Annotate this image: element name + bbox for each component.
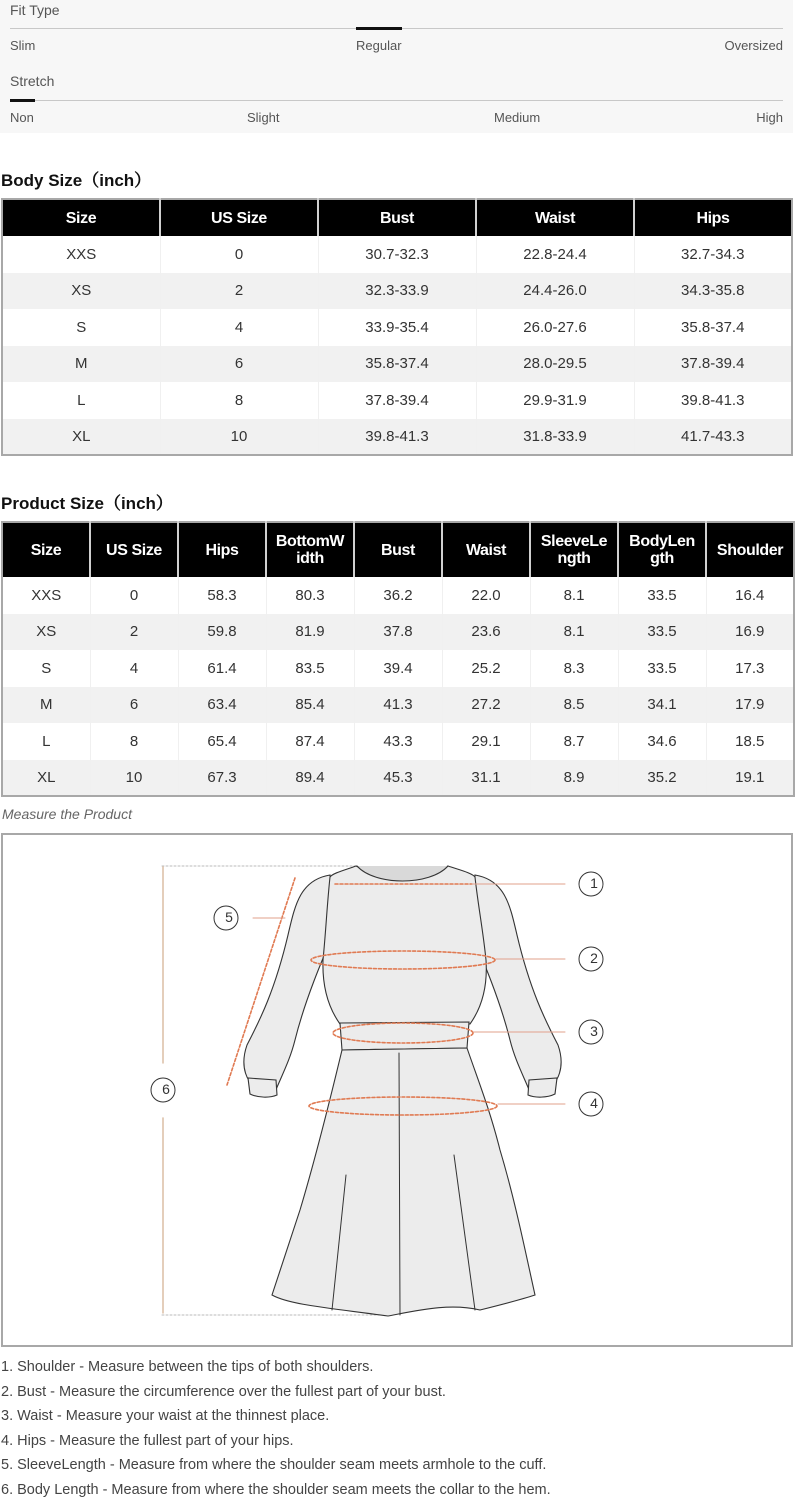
stretch-option-medium: Medium [494, 110, 541, 125]
column-header: BottomW idth [266, 522, 354, 577]
note-sleeve-length: 5. SleeveLength - Measure from where the shoulder seam meets armhole to the cuff. [1, 1457, 547, 1473]
fit-type-option-slim: Slim [10, 38, 36, 53]
table-row [2, 382, 792, 419]
table-cell: 24.4-26.0 [476, 273, 634, 310]
table-cell: 31.8-33.9 [476, 419, 634, 456]
table-cell: 18.5 [735, 732, 765, 750]
column-header: US Size [90, 522, 178, 577]
table-cell: 85.4 [266, 687, 354, 724]
column-header: Hips [634, 199, 792, 236]
table-cell: 19.1 [706, 760, 794, 797]
table-cell: XS [2, 273, 160, 310]
table-row [2, 309, 792, 346]
table-cell: 59.8 [178, 614, 266, 651]
table-cell: 36.2 [354, 577, 442, 614]
table-cell: 81.9 [266, 614, 354, 651]
table-cell: 22.8-24.4 [476, 236, 634, 273]
table-cell: 34.3-35.8 [634, 273, 792, 310]
table-cell: 8.9 [530, 760, 618, 797]
column-header: Hips [178, 522, 266, 577]
callout-6: 6 [162, 1081, 170, 1097]
table-cell: L [2, 723, 90, 760]
stretch-track [10, 100, 783, 101]
table-cell: 8 [90, 723, 178, 760]
table-cell: 41.7-43.3 [634, 419, 792, 456]
stretch-marker [10, 99, 35, 102]
table-cell: 27.2 [442, 687, 530, 724]
measure-caption: Measure the Product [2, 806, 132, 822]
table-cell: 39.8-41.3 [318, 419, 476, 456]
table-cell: S [2, 650, 90, 687]
column-header: Waist [476, 199, 634, 236]
table-cell: 6 [90, 687, 178, 724]
table-cell: 0 [160, 236, 318, 273]
table-cell: 65.4 [178, 723, 266, 760]
table-cell: 4 [90, 650, 178, 687]
table-cell: 34.1 [618, 687, 706, 724]
table-cell: 8.1 [530, 614, 618, 651]
measurement-diagram [1, 833, 793, 1347]
table-cell: 26.0-27.6 [476, 309, 634, 346]
table-cell: 35.8-37.4 [681, 318, 745, 336]
table-cell: 17.9 [706, 687, 794, 724]
body-size-title: Body Size（inch） [1, 171, 152, 190]
stretch-label: Stretch [10, 73, 55, 89]
table-cell: 67.3 [178, 760, 266, 797]
table-cell: 37.8-39.4 [634, 346, 792, 383]
table-cell: 37.8-39.4 [318, 382, 476, 419]
table-cell: 8 [160, 382, 318, 419]
fit-panel [0, 0, 793, 133]
table-cell: XXS [2, 577, 90, 614]
table-cell: 63.4 [178, 687, 266, 724]
dress-illustration [3, 835, 791, 1345]
table-row [2, 236, 792, 273]
table-cell: 87.4 [266, 723, 354, 760]
table-cell: 23.6 [442, 614, 530, 651]
note-waist: 3. Waist - Measure your waist at the thinnest place. [1, 1408, 330, 1424]
fit-type-label: Fit Type [10, 2, 60, 18]
note-bust: 2. Bust - Measure the circumference over the fullest part of your bust. [1, 1383, 446, 1400]
table-cell: 0 [90, 577, 178, 614]
table-cell: 37.8 [354, 614, 442, 651]
table-row [2, 650, 794, 687]
table-cell: M [2, 346, 160, 383]
table-cell: 33.9-35.4 [318, 309, 476, 346]
column-header: BodyLen gth [618, 522, 706, 577]
note-hips: 4. Hips - Measure the fullest part of your hips. [1, 1432, 294, 1449]
table-cell: 2 [90, 614, 178, 651]
column-header: Size [2, 522, 90, 577]
table-cell: XL [2, 419, 160, 456]
measurement-notes [1, 1357, 551, 1500]
table-row [2, 723, 794, 760]
table-cell: 61.4 [178, 650, 266, 687]
table-row [2, 577, 794, 614]
table-header-row [2, 522, 794, 577]
table-cell: 80.3 [266, 577, 354, 614]
table-cell: 58.3 [178, 577, 266, 614]
table-cell: S [2, 309, 160, 346]
table-cell: XXS [2, 236, 160, 273]
table-cell: 16.9 [706, 614, 794, 651]
callout-1: 1 [590, 875, 598, 891]
note-shoulder: 1. Shoulder - Measure between the tips of both shoulders. [1, 1359, 374, 1375]
table-row [2, 419, 792, 456]
column-header: Bust [354, 522, 442, 577]
stretch-option-non: Non [10, 110, 34, 125]
table-cell: M [2, 687, 90, 724]
table-cell: 35.8-37.4 [318, 346, 476, 383]
table-cell: 28.0-29.5 [476, 346, 634, 383]
note-body-length: 6. Body Length - Measure from where the shoulder seam meets the collar to the hem. [1, 1481, 551, 1498]
table-cell: 33.5 [618, 650, 706, 687]
table-cell: 8.1 [530, 577, 618, 614]
column-header: US Size [160, 199, 318, 236]
table-cell: 22.0 [442, 577, 530, 614]
table-cell: 10 [90, 760, 178, 797]
product-size-title: Product Size（inch） [1, 494, 173, 513]
column-header: Waist [442, 522, 530, 577]
table-cell: 25.2 [442, 650, 530, 687]
callout-3: 3 [590, 1023, 598, 1039]
table-cell: 29.9-31.9 [476, 382, 634, 419]
table-cell: 29.1 [442, 723, 530, 760]
callout-5: 5 [225, 909, 233, 925]
table-cell: 43.3 [354, 723, 442, 760]
table-cell: 10 [160, 419, 318, 456]
table-cell: 31.1 [442, 760, 530, 797]
column-header: Bust [318, 199, 476, 236]
table-cell: 34.6 [618, 723, 706, 760]
fit-type-marker [356, 27, 402, 30]
table-cell: L [2, 382, 160, 419]
column-header: SleeveLe ngth [530, 522, 618, 577]
table-cell: 33.5 [618, 614, 706, 651]
callout-2: 2 [590, 950, 598, 966]
table-cell: 41.3 [354, 687, 442, 724]
table-row [2, 346, 792, 383]
table-cell: 33.5 [618, 577, 706, 614]
column-header: Size [2, 199, 160, 236]
table-header-row [2, 199, 792, 236]
fit-type-option-regular: Regular [356, 38, 402, 53]
table-cell: 35.2 [618, 760, 706, 797]
column-header: Shoulder [706, 522, 794, 577]
table-cell: XS [2, 614, 90, 651]
table-cell: 8.3 [530, 650, 618, 687]
table-row [2, 687, 794, 724]
body-size-table [1, 198, 793, 456]
table-row [2, 273, 792, 310]
table-cell: 30.7-32.3 [318, 236, 476, 273]
table-cell: XL [2, 760, 90, 797]
table-row [2, 760, 794, 797]
table-cell: 17.3 [735, 659, 765, 677]
table-cell: 39.4 [354, 650, 442, 687]
fit-type-option-oversized: Oversized [724, 38, 783, 53]
table-row [2, 614, 794, 651]
table-cell: 32.7-34.3 [681, 245, 745, 263]
table-cell: 4 [160, 309, 318, 346]
stretch-option-high: High [756, 110, 783, 125]
table-cell: 83.5 [266, 650, 354, 687]
callout-4: 4 [590, 1095, 598, 1111]
table-cell: 89.4 [266, 760, 354, 797]
table-cell: 2 [160, 273, 318, 310]
stretch-option-slight: Slight [247, 110, 280, 125]
table-cell: 8.5 [530, 687, 618, 724]
table-cell: 39.8-41.3 [681, 391, 745, 409]
table-cell: 32.3-33.9 [318, 273, 476, 310]
table-cell: 16.4 [735, 586, 765, 604]
table-cell: 45.3 [354, 760, 442, 797]
table-cell: 8.7 [530, 723, 618, 760]
product-size-table [1, 521, 795, 797]
table-cell: 6 [160, 346, 318, 383]
